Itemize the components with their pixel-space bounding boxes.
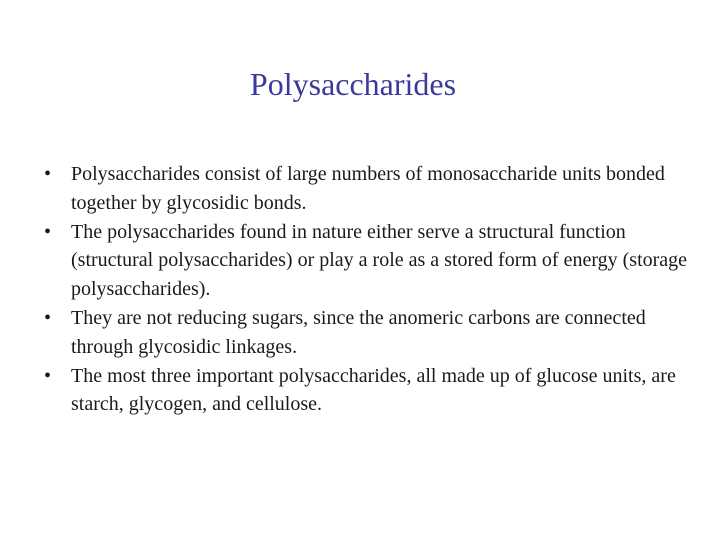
bullet-list xyxy=(44,160,708,419)
bullet-item xyxy=(44,304,708,362)
bullet-item xyxy=(44,160,708,218)
bullet-item xyxy=(44,218,708,304)
slide-title: Polysaccharides xyxy=(249,66,457,102)
bullet-marker: • xyxy=(44,364,52,387)
bullet-text: The most three important polysaccharides, all made up of glucose units, are starch, glycogen, and cellulose. xyxy=(71,364,676,416)
bullet-text: They are not reducing sugars, since the anomeric carbons are connected through glycosidic linkages. xyxy=(71,306,646,358)
bullet-text: Polysaccharides consist of large numbers of monosaccharide units bonded together by glycosidic bonds. xyxy=(71,163,665,214)
bullet-marker: • xyxy=(44,220,52,243)
bullet-text: The polysaccharides found in nature either serve a structural function (structural polysaccharides) or play a role as a stored form of energy (storage polysaccharides). xyxy=(71,220,688,301)
bullet-marker: • xyxy=(44,306,52,329)
bullet-marker: • xyxy=(44,163,52,185)
bullet-item xyxy=(44,362,708,420)
